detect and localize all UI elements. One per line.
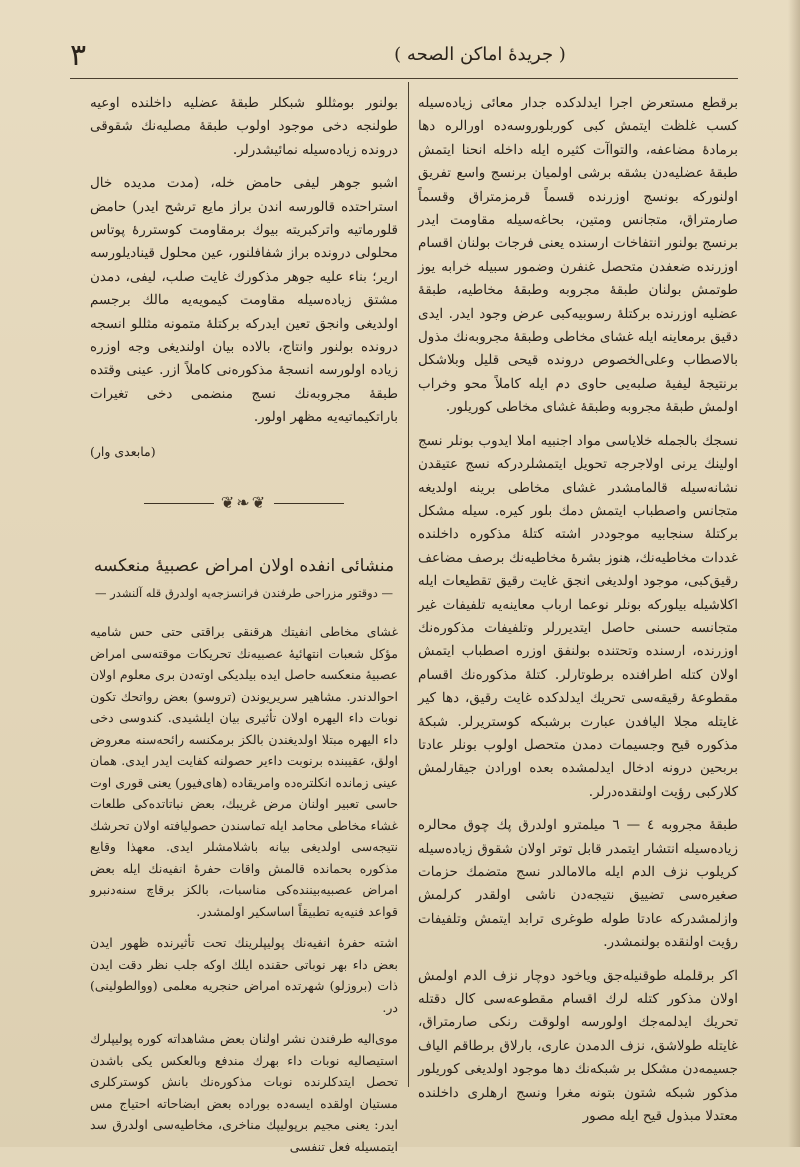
ornament-flourish-icon: ❦❧❦ [220, 493, 268, 513]
continuation-note: (مابعدی وار) [90, 443, 156, 459]
left-paragraph: اشبو جوهر لیفی حامض خله، (مدت مدیده خال استراحتده قالورسه اندن براز مایع ترشح ایدر) حامض قلورماتیه واترکبریته بیوك برمقاومت کوستررهٔ پوتاس محلولی درونده براز شفافلنور، عین محلول قینادیلورسه اریر؛ بناء علیه جوهر مذکورك غایت صلب، لیفی، دمدن مشتق زیاده‌سیله مقاومت کیمویه‌یه مالك برجسم اولدیغی وانجق تعین ایدرکه برکتلهٔ متمونه مثللو انسجه درونده بولنور وانتاج، بالاده بیان اولندیغی وجه اوزره زیاده اولورسه انسجهٔ مذکوره‌نی کاملاً ازر. عینی وقتده طبقهٔ مجروبه‌نك نسج منضمی دخی تغیرات باراتکیماتیه‌یه مظهر اولور. [90, 175, 398, 426]
running-title: ( جريدهٔ اماكن الصحه ) [394, 44, 566, 65]
header-rule [70, 78, 738, 79]
article-paragraph: موی‌الیه طرفندن نشر اولنان بعض مشاهداته کوره پولیپلرك استیصالیه نوبات داء بهرك مندفع وبالعکس یکی باشدن تحصل ایتدکلرنده نوبات مذکوره‌نك بانش کوسترکلری مستیان اولقده ایسه‌ده بوراده بعض ابضاحاته احتیاج مس ایدر: یعنی مجیم برپولیپك مناخری، مخاطیه‌سی اولدرق سد ایتمسیله فعل تنفسی [90, 1031, 398, 1154]
article-paragraph: اشته حفرهٔ انفیه‌نك پولیپلرینك تحت تأثیرنده ظهور ایدن بعض داء بهر نوباتی حقنده ایلك اوکه جلب نظر دقت ایدن ذات (بروزلو) شهرتده امراض حنجریه معلمی (ووالطولینی) در. [90, 935, 398, 1015]
ornament-rule-left [144, 503, 214, 504]
article-paragraph: غشای مخاطی انفیتك هرقنقی براقتی حتی حس شامیه مؤکل شعبات انتهائیهٔ عصبیه‌نك تحریکات موقته‌سی امراض عصبیهٔ منعکسه حاصل ایده بیلدیکی اوته‌دن بری معلوم اولان احوالدندر. مشاهیر سریریوندن (تروسو) بعض رواتحك تکون نوبات داء الیهره اولان تأثیری بیان ایلشیدی. کندوسی دخی داء الیهره مبتلا اولدیغندن بالکز برمکنسه رائحه‌سنه معروض اولق، عقیبنده برنوبت داءیر حصولنه کفایت ایدر ایدی. همان عینی زمانده انکلتره‌ده وامریقاده (های‌فیور) یعنی قوری اوت حاسی تعبیر اولنان مرض غریبك، بعض نباتاتده‌کی طلعات غشاء مخاطی محامد ایله تماسندن حصولیافته اولان تحرشك نتیجه‌سی اولدیغی بیانه باشلامشلر ایدی. معهذا وقایع مذکوره بحمانده قالمش واقات حفرهٔ انفیه‌نك ایله بعض امراض عصبیه‌بیننده‌کی مناسبات، بالکز برقاچ سنه‌دنبرو قواعد فنیه‌یه تطبیقاً اساسکیر اولمشدر. [90, 624, 398, 919]
page-number: ٣ [70, 38, 87, 73]
right-paragraph: نسجك بالجمله خلایاسی مواد اجنبیه املا ایدوب بونلر نسج اولینك یرنی اولاجرجه تحویل ایتمشلردرکه نسج عتیقدن نشانه‌سیله قالمامشدر غشای مخاطی برینه اولدیغه متجانس واصطباب ایتمش دمك بلور کیره. سیله مشکل برکتلهٔ سنجابیه موجوددر اشته کتلهٔ مذکوره داخلنده غددات مخاطیه‌نك، هنوز بشرهٔ مخاطیه‌نك برصف مضاعف رقیق‌کبی، موجود اولدیغی انجق غایت رقیق تقطیعات ایله اکلاشیله بیلورکه بونلر نوعما ارباب معاینه‌یه تلفیفات غیر متجانسه حسنی حاصل ایتدیررلر وتلفیفات مذکوره‌نك اوزرنده، ارسنده وتحتنده بولنفق اوزره اصطباب ایتمش اولان کتله اطرافنده برطوتارلر. کتلهٔ مذکوره‌نك اقسام مقطوعهٔ رقیقه‌سی تحریك ایدلدکده غایت رقیق، دها کیر غایتله مجلا الیافدن عبارت برشبکه کوستریرلر. شبکهٔ مذکوره قیح وجسیمات دمدن متحصل اولوب بونلر عادتا بربحین درونه ادخال ایدلمشده بعده اورادن جیقارلمش کلارکبی رؤیت اولنقده‌درلر. [418, 432, 738, 800]
right-column [418, 92, 738, 1138]
ornament-rule-right [274, 503, 344, 504]
page-edge-shadow [788, 0, 800, 1147]
article-subtitle: — دوقتور مزراحی طرفندن فرانسزجه‌یه اولدرق قله آلنشدر — [94, 585, 393, 600]
right-paragraph: طبقهٔ مجروبه ٤ — ٦ میلمترو اولدرق پك چوق محالره زیاده‌سیله انتشار ایتمدر قابل توتر اولان شقوق زیاده‌سیله کریلوب نزف الدم ایله مالامالدر نسج متضمك حزمات صغیره‌سی تضییق نتیجه‌دن ناشی اولقدر کرلمش وازلمشدرکه عادتا طوله طوغری ترابد ایتمش وتلفیفات رؤیت اولنقده بولنمشدر. [418, 817, 738, 951]
right-paragraph: اکر برقلمله طوقنیله‌جق ویاخود دوچار نزف الدم اولمش اولان مذکور کتله لرك اقسام مقطوعه‌سی کال دقتله تحریك ایدلمه‌جك اولورسه اولوقت رنکی صارمتراق، غایتله طولاشق، نزف الدمدن عاری، بارلاق برطاقم الیاف جسیمه‌دن مشکل بر شبکه‌نك دها موجود اولدیغی کوریلور مذکور شبکه شتون بتونه مغرا ونسج ارهلری داخلنده معتدلا مبذول قیح ایله مصور [418, 967, 738, 1125]
page-header [0, 38, 800, 78]
left-column [90, 92, 398, 1167]
column-divider [408, 82, 409, 1087]
article-title: منشائی انفده اولان امراض عصبیهٔ منعکسه [93, 555, 395, 576]
left-paragraph: بولنور بومثللو شبکلر طبقهٔ عضلیه داخلنده اوعیه طولنجه دخی موجود اولوب طبقهٔ مصلیه‌نك شقوقی درونده زیاده‌سیله نمائیشدرلر. [90, 95, 398, 158]
right-paragraph: برقطع مستعرض اجرا ایدلدکده جدار معائی زیاده‌سیله کسب غلظت ایتمش کبی کوربلوروسه‌ده اورالره دها برمادهٔ مضاعفه، والتواآت کثیره ایله داخله انحنا ایتمش طبقهٔ عضلیه‌دن بشقه برشی اولمیان برنسج واسع تفریق اولنورکه بونسج اوزرنده قسماً قرمزمتراق وقسماً صارمتراق، متجانس ومتین، بحاغه‌سیله مقاومت ایدر برنسج بولنور انتفاخات ارسنده یعنی فرجات بولنان اقسام اوزرنده ضعفدن متحصل غنفرن وضمور سبیله خرابه یوز طوتمش بولنان طبقهٔ مجروبه وطبقهٔ مخاطیه، طبقهٔ عضلیه اوزرنده برکتلهٔ رسوبیه‌کبی عرض وجود ایدر. ایدی دقیق برمعاینه ایله غشای مخاطی وطبقهٔ مجروبه‌نك مذول بالاصطاب وعلی‌الخصوص درونده قیحی قلیل وبلاشکل برنتیجهٔ لیفیهٔ صلبه‌یی حاوی دم ایله کاملاً محو وخراب اولمش طبقهٔ مجروبه وطبقهٔ غشای مخاطی کوریلور. [418, 95, 738, 416]
section-ornament [90, 491, 398, 514]
